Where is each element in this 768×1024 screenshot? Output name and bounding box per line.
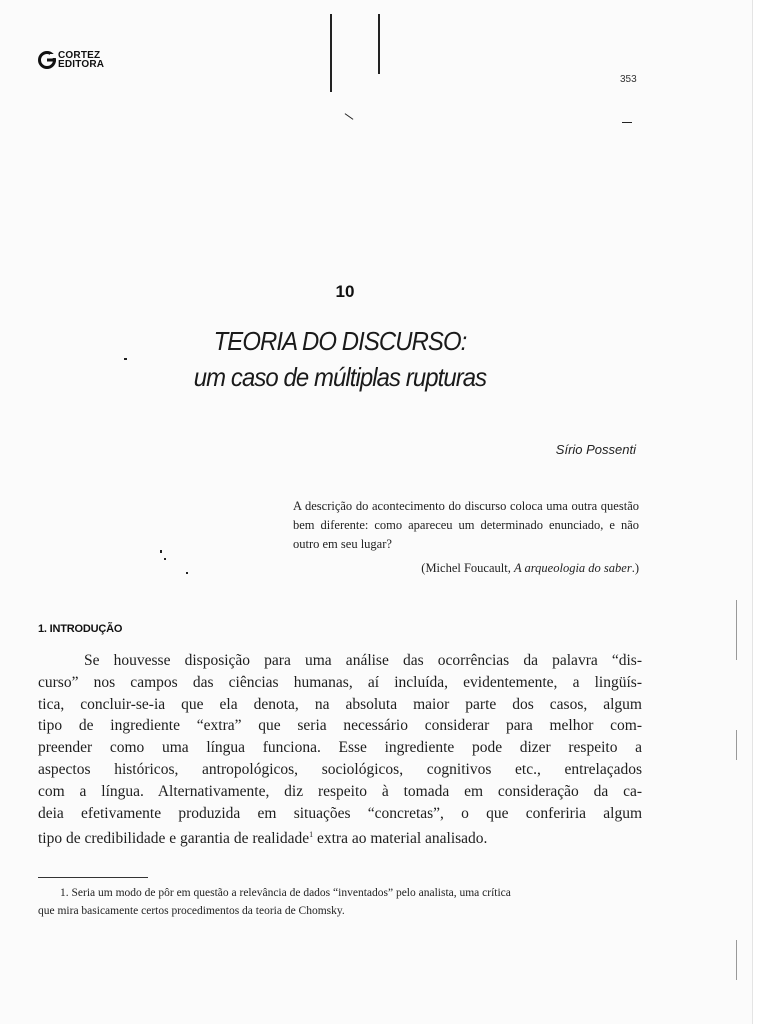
publisher-logo [38,51,104,69]
chapter-number: 10 [335,282,355,301]
scan-artifact-dot [160,550,162,553]
last-line-end: extra ao material analisado. [313,830,488,848]
last-line-text: tipo de credibilidade e garantia de realidade [38,830,310,848]
scan-artifact-line [378,14,380,74]
chapter-title-line1: TEORIA DO DISCURSO: [213,326,467,356]
chapter-title [156,323,524,395]
citation-prefix: (Michel Foucault, [421,561,514,575]
logo-line1: CORTEZ [58,50,101,61]
epigraph [293,497,639,578]
paragraph-line: aspectos históricos, antropológicos, sociológicos, cognitivos etc., entrelaçados [38,760,642,778]
section-heading: 1. INTRODUÇÃO [38,623,123,635]
citation-work: A arqueologia do saber [513,561,632,575]
paragraph-line: deia efetivamente produzida em situações “concretas”, o que conferiria algum [38,804,642,822]
scan-edge-mark [736,600,737,660]
footnote-line1: 1. Seria um modo de pôr em questão a relevância de dados “inventados” pelo analista, uma crítica [60,887,511,899]
epigraph-citation [293,559,639,578]
footnote-marker: 1 [309,830,314,840]
paragraph-last-line [38,824,642,850]
paragraph-line: preender como uma língua funciona. Esse ingrediente pode dizer respeito a [38,739,642,757]
scan-artifact-dot [124,358,127,360]
page-number: 353 [620,74,637,85]
paragraph-line: com a língua. Alternativamente, diz respeito à tomada em consideração da ca- [38,782,642,800]
chapter-title-line2: um caso de múltiplas rupturas [193,362,487,392]
scan-artifact-mark [622,122,632,123]
scan-artifact-mark [345,113,354,120]
paragraph-line: tica, concluir-se-ia que ela denota, na absoluta maior parte dos casos, algum [38,695,642,713]
scan-artifact-dot [186,572,188,574]
epigraph-text: A descrição do acontecimento do discurso coloca uma outra questão bem diferente: como apareceu um determinado enunciado, e não outro em seu lugar? [293,499,639,551]
body-paragraph [38,650,642,850]
cortez-logo-icon [38,51,56,69]
scan-artifact-line [330,14,332,92]
footnote [38,884,646,920]
scan-edge-mark [736,730,737,760]
paragraph-line: tipo de ingrediente “extra” que seria necessário considerar para melhor com- [38,717,642,735]
logo-line2: EDITORA [58,59,105,70]
page-edge [752,0,768,1024]
paragraph-line: curso” nos campos das ciências humanas, aí incluída, evidentemente, a lingüís- [38,673,642,691]
footnote-rule [38,877,148,878]
paragraph-line: Se houvesse disposição para uma análise das ocorrências da palavra “dis- [84,652,642,669]
chapter-author: Sírio Possenti [555,442,636,457]
scan-edge-mark [736,940,737,980]
citation-suffix: .) [631,561,639,575]
scan-artifact-dot [164,558,166,560]
footnote-line2: que mira basicamente certos procedimentos da teoria de Chomsky. [38,905,345,917]
